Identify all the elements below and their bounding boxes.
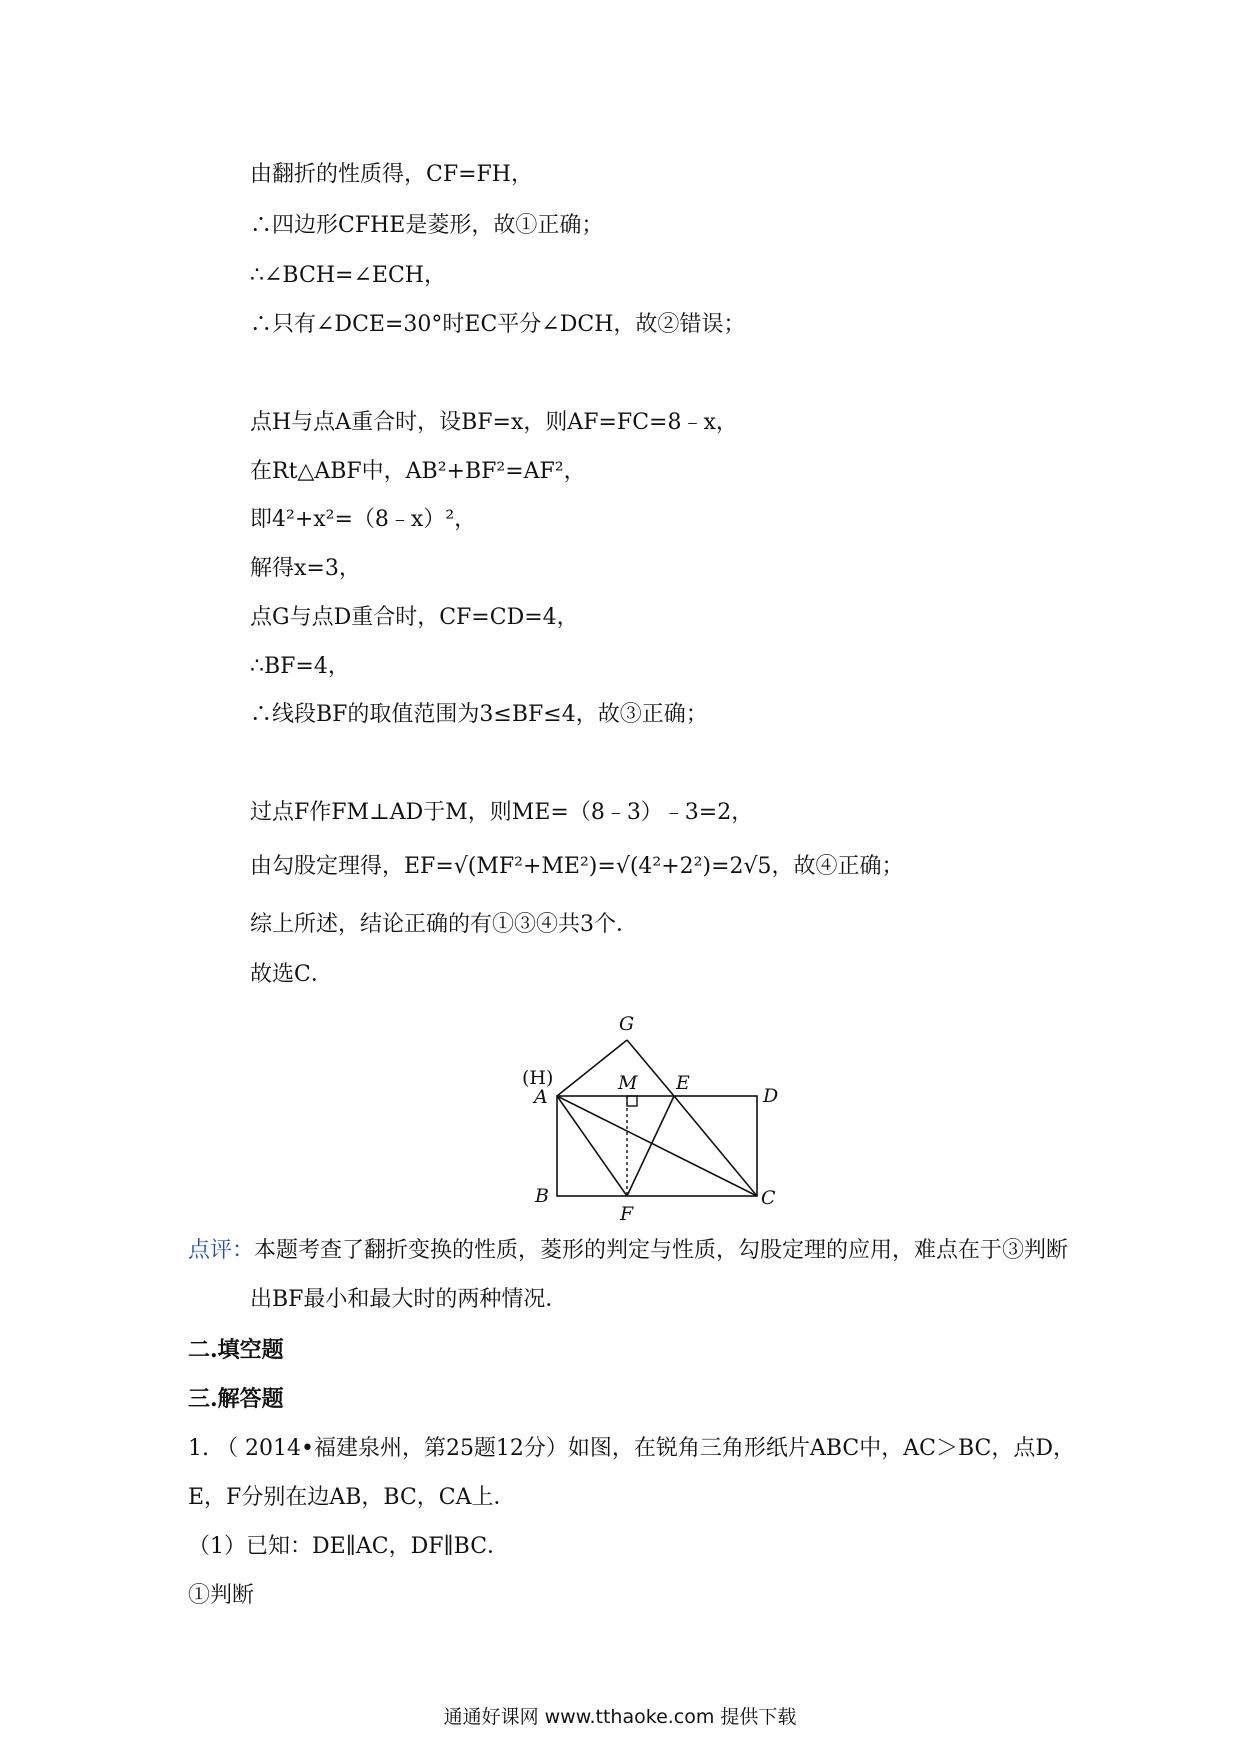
segment-af (557, 1096, 627, 1196)
solution-line-13: 由勾股定理得，EF=√(MF²+ME²)=√(4²+2²)=2√5，故④正确； (250, 854, 904, 879)
solution-line-3: ∴∠BCH=∠ECH， (250, 263, 446, 288)
solution-line-6: 在Rt△ABF中，AB²+BF²=AF²， (250, 459, 586, 484)
solution-line-12: 过点F作FM⊥AD于M，则ME=（8﹣3）﹣3=2， (250, 800, 754, 825)
solution-line-10: ∴BF=4， (250, 654, 350, 679)
section-solve-heading: 三.解答题 (188, 1386, 284, 1412)
solution-line-8: 解得x=3， (250, 556, 361, 581)
problem-line-2: E，F分别在边AB，BC，CA上． (188, 1485, 516, 1510)
label-d: D (763, 1085, 779, 1107)
right-angle-mark (627, 1096, 637, 1106)
review-label: 点评： (188, 1238, 255, 1263)
solution-line-4: ∴只有∠DCE=30°时EC平分∠DCH，故②错误； (250, 312, 746, 337)
solution-line-9: 点G与点D重合时，CF=CD=4， (250, 605, 579, 630)
segment-ec (674, 1096, 757, 1196)
label-c: C (761, 1187, 776, 1209)
segment-ag (557, 1040, 627, 1096)
review-line-1 (188, 1236, 1068, 1266)
problem-line-1: 1. （ 2014•福建泉州，第25题12分）如图，在锐角三角形纸片ABC中，AC＞BC，点D， (188, 1436, 1075, 1461)
segment-fe (627, 1096, 674, 1196)
label-f: F (620, 1203, 634, 1225)
section-fill-in-heading: 二.填空题 (188, 1337, 284, 1363)
review-line-2: 出BF最小和最大时的两种情况． (250, 1287, 568, 1312)
label-b: B (535, 1185, 549, 1207)
solution-line-15: 故选C． (250, 962, 333, 987)
problem-line-4: ①判断 (188, 1583, 255, 1608)
solution-line-11: ∴线段BF的取值范围为3≤BF≤4，故③正确； (250, 702, 708, 727)
label-m: M (618, 1072, 638, 1094)
solution-line-2: ∴四边形CFHE是菱形，故①正确； (250, 213, 604, 238)
geometry-figure (510, 1000, 810, 1230)
label-h: (H) (522, 1067, 554, 1089)
segment-ac (557, 1096, 757, 1196)
solution-line-1: 由翻折的性质得，CF=FH， (250, 162, 533, 187)
page-footer: 通通好课网 www.tthaoke.com 提供下载 (443, 1706, 797, 1728)
label-a: A (534, 1086, 548, 1108)
solution-line-14: 综上所述，结论正确的有①③④共3个． (250, 912, 638, 937)
solution-line-7: 即4²+x²=（8﹣x）²， (250, 507, 477, 532)
solution-line-5: 点H与点A重合时，设BF=x，则AF=FC=8﹣x， (250, 410, 738, 435)
problem-line-3: （1）已知：DE∥AC，DF∥BC． (188, 1534, 510, 1559)
label-e: E (676, 1072, 690, 1094)
label-g: G (619, 1013, 635, 1035)
review-text: 本题考查了翻折变换的性质，菱形的判定与性质，勾股定理的应用，难点在于③判断 (254, 1238, 1069, 1263)
